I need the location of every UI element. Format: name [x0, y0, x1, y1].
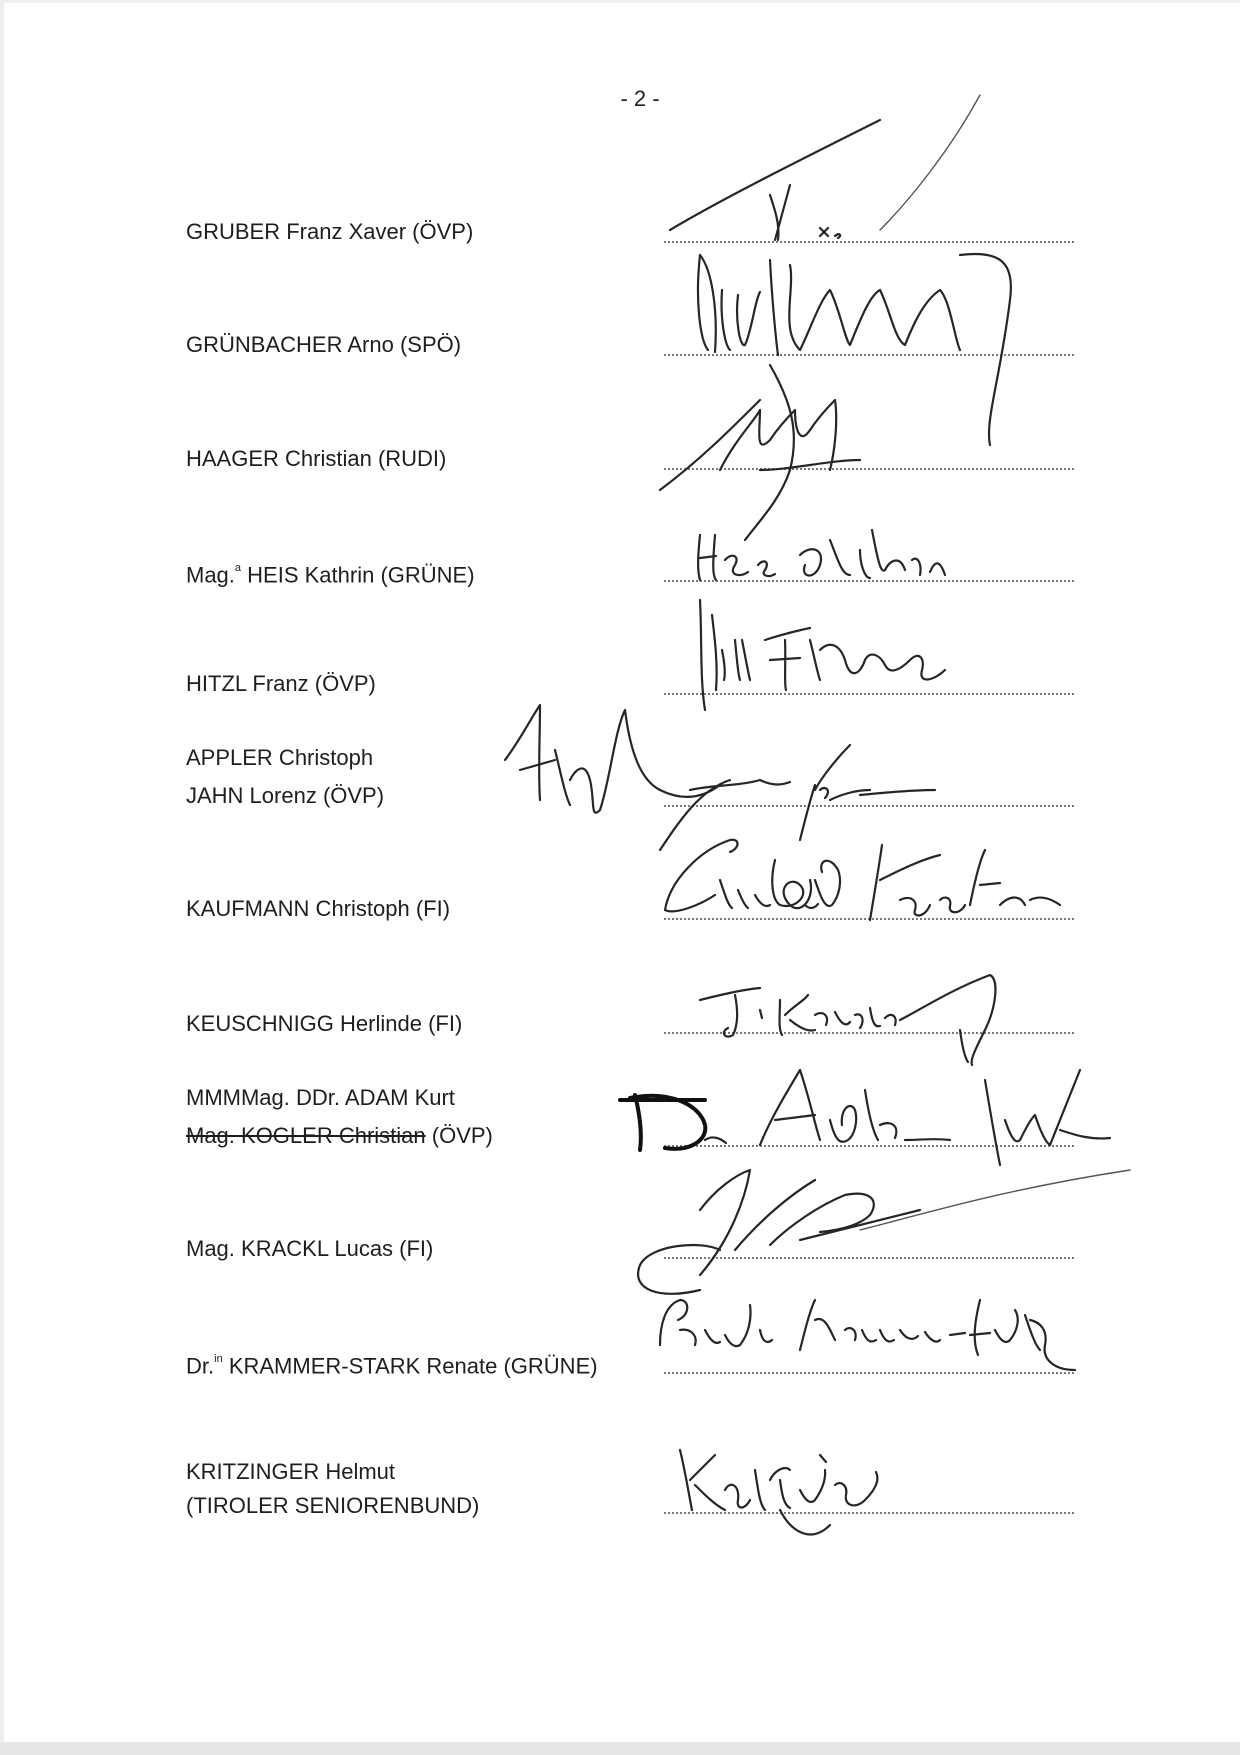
name-text: KRAMMER-STARK Renate (GRÜNE)	[228, 1353, 598, 1379]
prefix-sup: in	[214, 1353, 223, 1365]
name-jahn: JAHN Lorenz (ÖVP)	[186, 783, 385, 808]
signature-haager	[660, 365, 860, 540]
signature-line	[664, 1372, 1074, 1374]
signature-line	[664, 580, 1074, 582]
signature-line	[664, 1145, 1074, 1147]
prefix: Mag.	[186, 562, 235, 588]
name-krammer-stark	[186, 1348, 598, 1380]
signature-gruber	[670, 95, 980, 240]
signature-line	[664, 468, 1074, 470]
signature-heis	[698, 530, 945, 580]
signature-line	[664, 1512, 1074, 1514]
signature-line	[664, 1032, 1074, 1034]
scan-edge-top	[0, 0, 1240, 3]
name-keuschnigg: KEUSCHNIGG Herlinde (FI)	[186, 1011, 463, 1036]
prefix-sup: a	[234, 562, 242, 574]
name-krackl: Mag. KRACKL Lucas (FI)	[186, 1236, 434, 1261]
struck-name: Mag. KOGLER Christian	[186, 1123, 426, 1148]
party: (ÖVP)	[425, 1123, 493, 1148]
scan-edge-bottom	[0, 1742, 1240, 1755]
signature-kritzinger	[680, 1450, 877, 1534]
name-kritzinger-group: (TIROLER SENIORENBUND)	[186, 1493, 480, 1518]
signature-line	[664, 693, 1074, 695]
signature-line	[664, 241, 1074, 243]
signature-line	[664, 1257, 1074, 1259]
name-gruenbacher: GRÜNBACHER Arno (SPÖ)	[186, 332, 462, 357]
signature-adam	[620, 1070, 1110, 1165]
signature-keuschnigg	[700, 975, 995, 1065]
signature-line	[664, 918, 1074, 920]
name-kaufmann: KAUFMANN Christoph (FI)	[186, 896, 451, 921]
signature-krammer-stark	[660, 1300, 1075, 1370]
prefix: Dr.	[186, 1353, 215, 1379]
name-kogler	[186, 1122, 493, 1150]
scan-edge-left	[0, 0, 4, 1755]
signature-line	[664, 805, 1074, 807]
signature-gruenbacher	[698, 254, 1011, 445]
name-kritzinger: KRITZINGER Helmut	[186, 1459, 396, 1484]
name-appler: APPLER Christoph	[186, 745, 374, 770]
name-haager: HAAGER Christian (RUDI)	[186, 446, 447, 471]
name-heis	[186, 557, 475, 589]
page-number: - 2 -	[620, 86, 660, 111]
name-gruber: GRUBER Franz Xaver (ÖVP)	[186, 219, 474, 244]
name-hitzl: HITZL Franz (ÖVP)	[186, 671, 376, 696]
signature-krackl	[638, 1170, 1130, 1294]
signature-kaufmann	[665, 840, 1060, 920]
signature-line	[664, 354, 1074, 356]
signature-appler-jahn	[505, 705, 935, 850]
name-adam: MMMMag. DDr. ADAM Kurt	[186, 1085, 455, 1110]
name-text: HEIS Kathrin (GRÜNE)	[247, 562, 475, 588]
